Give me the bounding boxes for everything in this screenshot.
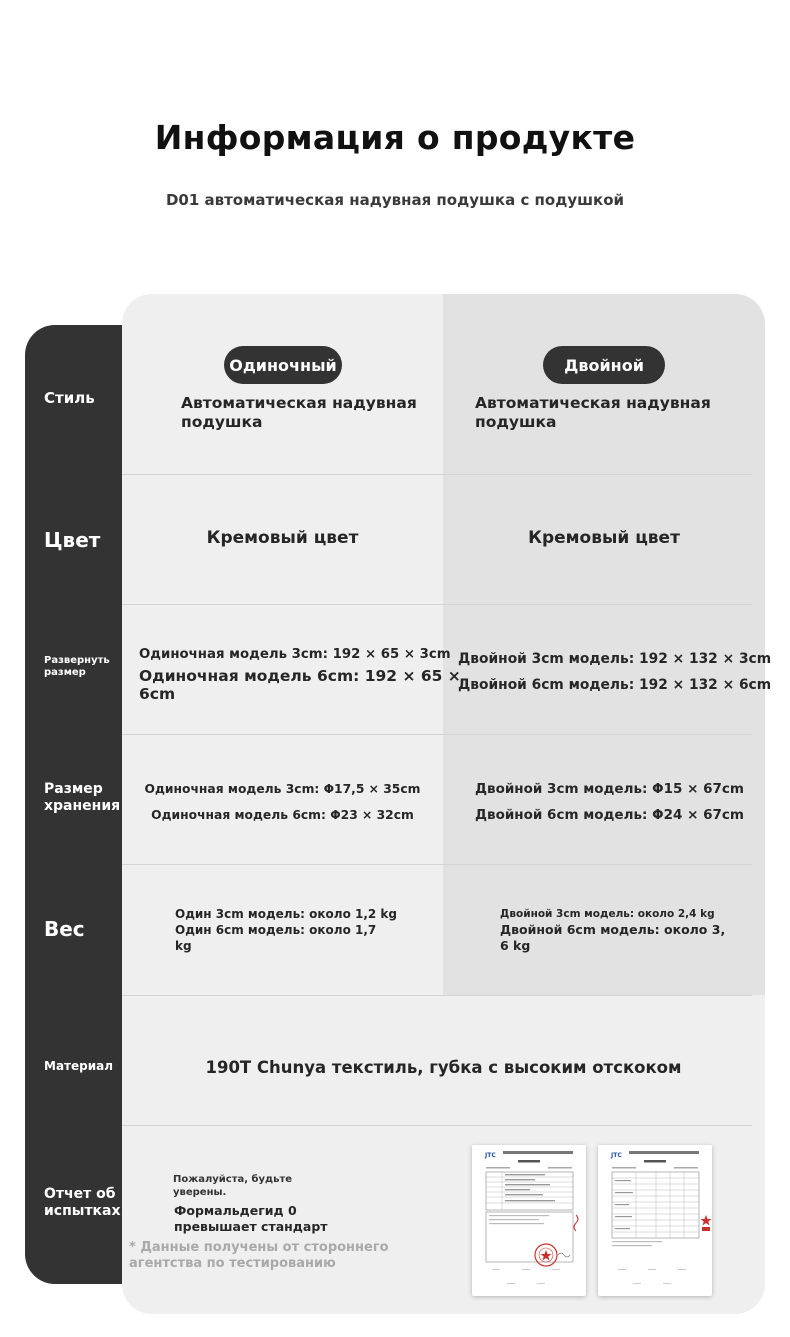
test-report-page-image bbox=[598, 1145, 712, 1296]
text-line: Двойной 3cm модель: около 2,4 kg bbox=[500, 908, 715, 920]
label-line: Развернуть bbox=[44, 655, 110, 666]
row-label-storage-size bbox=[44, 781, 120, 815]
weight-double-value bbox=[500, 906, 725, 954]
row-label-material: Материал bbox=[44, 1059, 114, 1073]
text-line: 6 kg bbox=[500, 938, 531, 953]
row-divider bbox=[39, 734, 752, 735]
test-report-note bbox=[173, 1173, 292, 1199]
text-line: Автоматическая надувная bbox=[475, 394, 711, 412]
text-line: Двойной 3cm модель: Φ15 × 67cm bbox=[475, 781, 744, 797]
text-line: Одиночная модель 3cm: 192 × 65 × 3cm bbox=[139, 647, 451, 662]
row-label-style: Стиль bbox=[44, 389, 95, 407]
test-report-document-2 bbox=[598, 1145, 712, 1296]
text-line: Одиночная модель 3cm: Φ17,5 × 35cm bbox=[144, 782, 421, 796]
label-line: Размер bbox=[44, 781, 103, 797]
text-line: подушка bbox=[181, 413, 263, 431]
text-line: Двойной 6cm модель: 192 × 132 × 6cm bbox=[458, 677, 772, 693]
text-line: уверены. bbox=[173, 1187, 227, 1198]
text-line: Автоматическая надувная bbox=[181, 394, 417, 412]
text-line: Одиночная модель 6cm: 192 × 65 × bbox=[139, 667, 461, 685]
style-single-value bbox=[181, 394, 417, 432]
material-value: 190T Chunya текстиль, губка с высоким отскоком bbox=[205, 1058, 682, 1077]
unfolded-double-value bbox=[458, 646, 771, 698]
label-line: испытках bbox=[44, 1203, 121, 1219]
row-divider bbox=[39, 995, 752, 996]
text-line: Формальдегид 0 bbox=[174, 1203, 297, 1218]
test-report-page-image bbox=[472, 1145, 586, 1296]
text-line: подушка bbox=[475, 413, 557, 431]
text-line: Пожалуйста, будьте bbox=[173, 1174, 293, 1185]
doc-logo: JTC bbox=[611, 1152, 622, 1159]
row-divider bbox=[39, 864, 752, 865]
color-double-value: Кремовый цвет bbox=[528, 528, 680, 548]
weight-single-value bbox=[175, 906, 397, 954]
text-line: kg bbox=[175, 939, 192, 953]
text-line: Одиночная модель 6cm: Φ23 × 32cm bbox=[151, 808, 414, 822]
label-line: Отчет об bbox=[44, 1186, 116, 1202]
double-badge: Двойной bbox=[543, 346, 665, 384]
text-line: Двойной 3cm модель: 192 × 132 × 3cm bbox=[458, 651, 772, 667]
storage-double-value bbox=[475, 776, 744, 828]
text-line: превышает стандарт bbox=[174, 1219, 328, 1234]
row-label-test-report bbox=[44, 1186, 121, 1220]
row-label-unfolded-size bbox=[44, 655, 110, 679]
row-label-color: Цвет bbox=[44, 528, 101, 552]
text-line: Двойной 6cm модель: около 3, bbox=[500, 922, 726, 937]
text-line: 6cm bbox=[139, 685, 176, 703]
text-line: агентства по тестированию bbox=[129, 1256, 336, 1271]
color-single-value: Кремовый цвет bbox=[206, 528, 359, 548]
text-line: Один 6cm модель: около 1,7 bbox=[175, 923, 377, 937]
doc-logo: JTC bbox=[485, 1152, 496, 1159]
text-line: * Данные получены от стороннего bbox=[129, 1240, 389, 1255]
single-badge: Одиночный bbox=[224, 346, 342, 384]
label-line: размер bbox=[44, 667, 86, 678]
label-line: хранения bbox=[44, 798, 121, 814]
row-divider bbox=[122, 474, 752, 475]
unfolded-single-value bbox=[139, 646, 461, 703]
row-divider bbox=[39, 1125, 752, 1126]
test-report-document-1 bbox=[472, 1145, 586, 1296]
text-line: Один 3cm модель: около 1,2 kg bbox=[175, 907, 397, 921]
style-double-value bbox=[475, 394, 711, 432]
page-title: Информация о продукте bbox=[154, 118, 636, 157]
text-line: Двойной 6cm модель: Φ24 × 67cm bbox=[475, 807, 744, 823]
storage-single-value bbox=[122, 776, 443, 828]
row-divider bbox=[39, 604, 752, 605]
formaldehyde-statement bbox=[174, 1203, 328, 1235]
page-subtitle: D01 автоматическая надувная подушка с подушкой bbox=[165, 191, 625, 209]
test-data-disclaimer bbox=[129, 1240, 389, 1272]
row-label-weight: Вес bbox=[44, 917, 85, 941]
